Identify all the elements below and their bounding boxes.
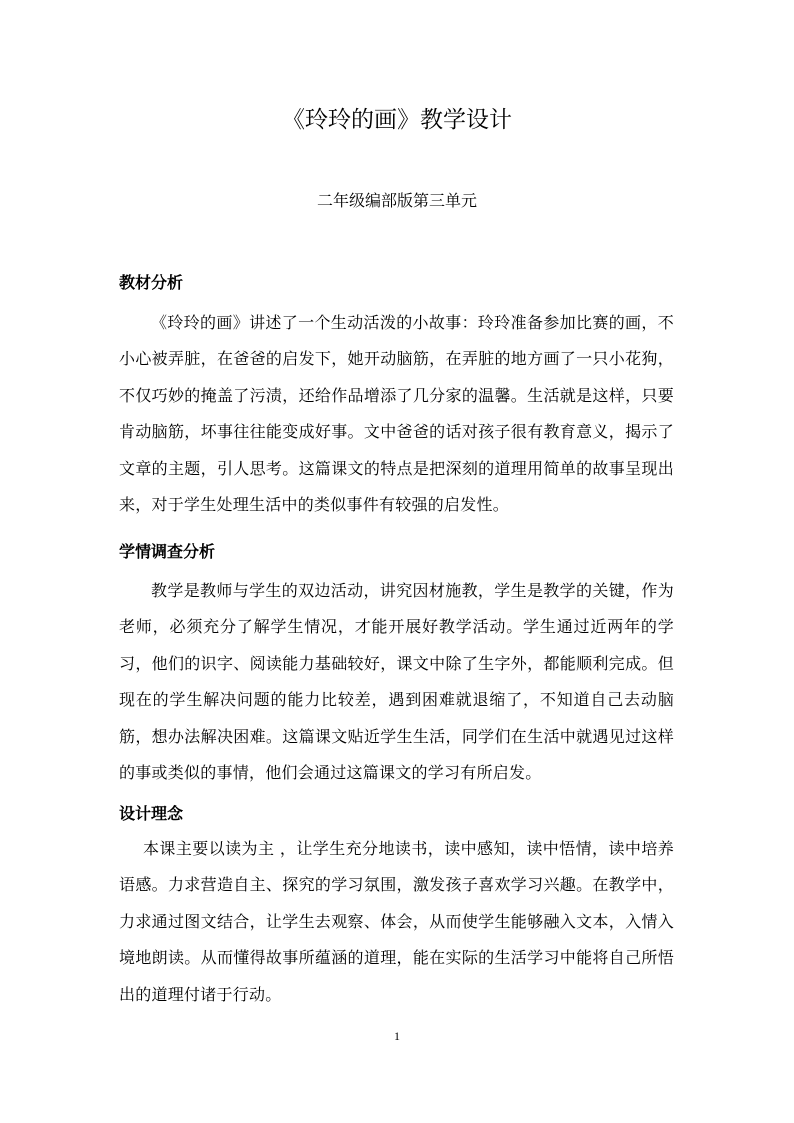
section-paragraph-learner-analysis: 教学是教师与学生的双边活动，讲究因材施教，学生是教学的关键，作为老师，必须充分了解学生情况，才能开展好教学活动。学生通过近两年的学习，他们的识字、阅读能力基础较好，课文中除了生字外，都能顺利完成。但现在的学生解决问题的能力比较差，遇到困难就退缩了，不知道自己去动脑筋，想办法解决困难。这篇课文贴近学生生活，同学们在生活中就遇见过这样的事或类似的事情，他们会通过这篇课文的学习有所启发。 bbox=[119, 581, 674, 783]
document-subtitle: 二年级编部版第三单元 bbox=[316, 191, 477, 210]
document-title: 《玲玲的画》教学设计 bbox=[282, 107, 512, 133]
section-paragraph-design-philosophy: 本课主要以读为主 ，让学生充分地读书，读中感知，读中悟情，读中培养语感。力求营造自主、探究的学习氛围，激发孩子喜欢学习兴趣。在教学中，力求通过图文结合，让学生去观察、体会，从而使学生能够融入文本，入情入境地朗读。从而懂得故事所蕴涵的道理，能在实际的生活学习中能将自己所悟出的道理付诸于行动。 bbox=[119, 839, 674, 1004]
section-paragraph-textbook-analysis: 《玲玲的画》讲述了一个生动活泼的小故事：玲玲准备参加比赛的画，不小心被弄脏，在爸爸的启发下，她开动脑筋，在弄脏的地方画了一只小花狗，不仅巧妙的掩盖了污渍，还给作品增添了几分家的温馨。生活就是这样，只要肯动脑筋，坏事往往能变成好事。文中爸爸的话对孩子很有教育意义，揭示了文章的主题，引人思考。这篇课文的特点是把深刻的道理用简单的故事呈现出来，对于学生处理生活中的类似事件有较强的启发性。 bbox=[119, 313, 674, 515]
section-heading-textbook-analysis: 教材分析 bbox=[119, 273, 184, 292]
section-heading-design-philosophy: 设计理念 bbox=[119, 804, 184, 823]
section-heading-learner-analysis: 学情调查分析 bbox=[119, 542, 216, 561]
page-number: 1 bbox=[394, 1029, 400, 1043]
